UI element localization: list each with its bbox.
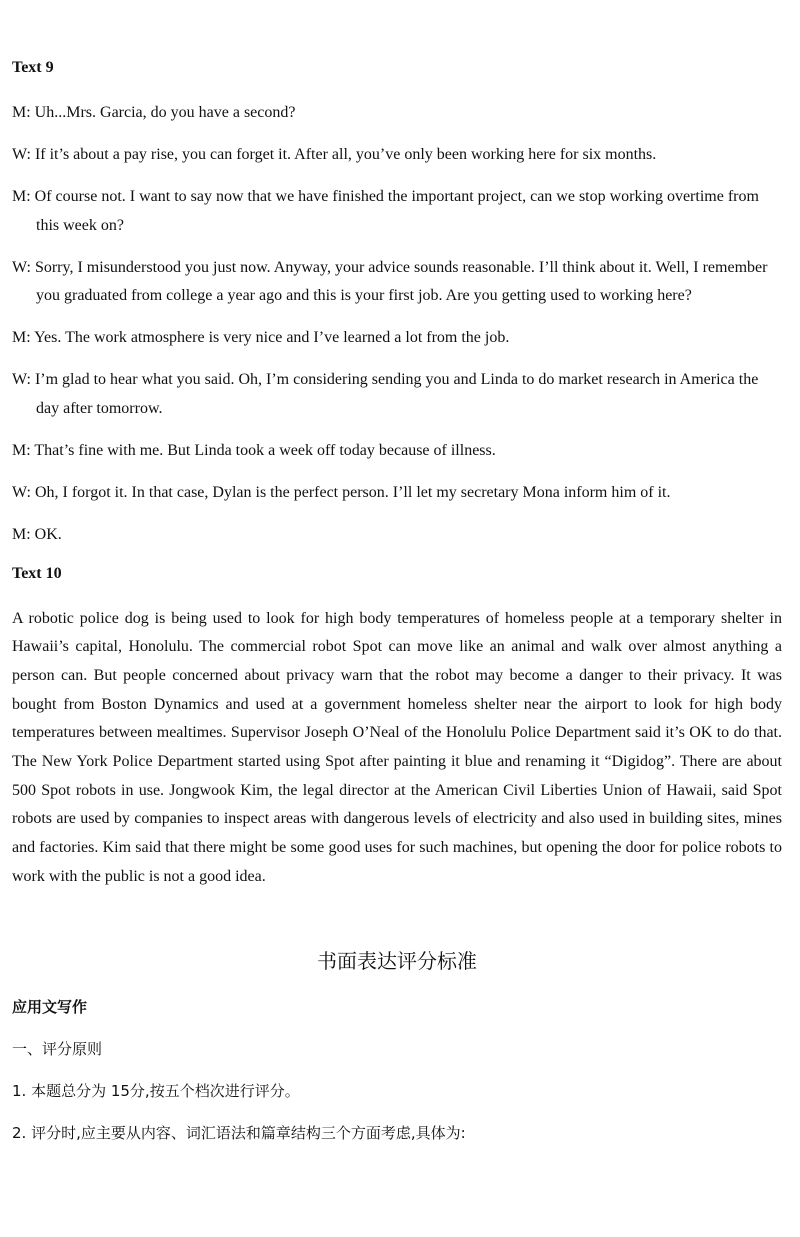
text10-paragraph: A robotic police dog is being used to look for high body temperatures of homeless people at a temporary shelter in Hawaii’s capital, Honolulu. The commercial robot Spot can move like an animal and walk over almost anything a person can. But people concerned about privacy warn that the robot may become a danger to their privacy. It was bought from Boston Dynamics and used at a government homeless shelter near the airport to look for high body temperatures between mealtimes. Supervisor Joseph O’Neal of the Honolulu Police Department said it’s OK to do that. The New York Police Department started using Spot after painting it blue and renaming it “Digidog”. There are about 500 Spot robots in use. Jongwook Kim, the legal director at the American Civil Liberties Union of Hawaii, said Spot robots are used by companies to inspect areas with dangerous levels of electricity and also used in building sites, mines and factories. Kim said that there might be some good uses for such machines, but opening the door for police robots to work with the public is not a good idea. <box>12 609 782 885</box>
document-page <box>12 57 782 1164</box>
dialogue-line: M: Yes. The work atmosphere is very nice and I’ve learned a lot from the job. <box>12 329 510 346</box>
scoring-item: 2. 评分时,应主要从内容、词汇语法和篇章结构三个方面考虑,具体为: <box>12 1123 466 1142</box>
dialogue-line: W: Oh, I forgot it. In that case, Dylan is the perfect person. I’ll let my secretary Mona inform him of it. <box>12 483 671 501</box>
scoring-title: 书面表达评分标准 <box>317 948 477 973</box>
scoring-item: 1. 本题总分为 15分,按五个档次进行评分。 <box>12 1081 300 1100</box>
text10-heading: Text 10 <box>12 564 62 582</box>
dialogue-line: W: I’m glad to hear what you said. Oh, I’m considering sending you and Linda to do market research in America the day after tomorrow. <box>12 371 759 417</box>
dialogue-line: M: Of course not. I want to say now that we have finished the important project, can we stop working overtime from this week on? <box>12 188 759 234</box>
text9-dialogue <box>12 99 782 549</box>
dialogue-line: M: OK. <box>12 525 62 543</box>
scoring-subtitle: 应用文写作 <box>12 997 88 1016</box>
dialogue-line: M: That’s fine with me. But Linda took a week off today because of illness. <box>12 441 496 459</box>
scoring-section: 一、评分原则 <box>12 1039 103 1058</box>
text9-heading: Text 9 <box>12 59 54 76</box>
dialogue-line: W: Sorry, I misunderstood you just now. Anyway, your advice sounds reasonable. I’ll think about it. Well, I remember you graduated from college a year ago and this is your first job. Are you getting used to working here? <box>12 258 768 304</box>
dialogue-line: M: Uh...Mrs. Garcia, do you have a second? <box>12 104 296 121</box>
dialogue-line: W: If it’s about a pay rise, you can forget it. After all, you’ve only been working here for six months. <box>12 146 657 163</box>
